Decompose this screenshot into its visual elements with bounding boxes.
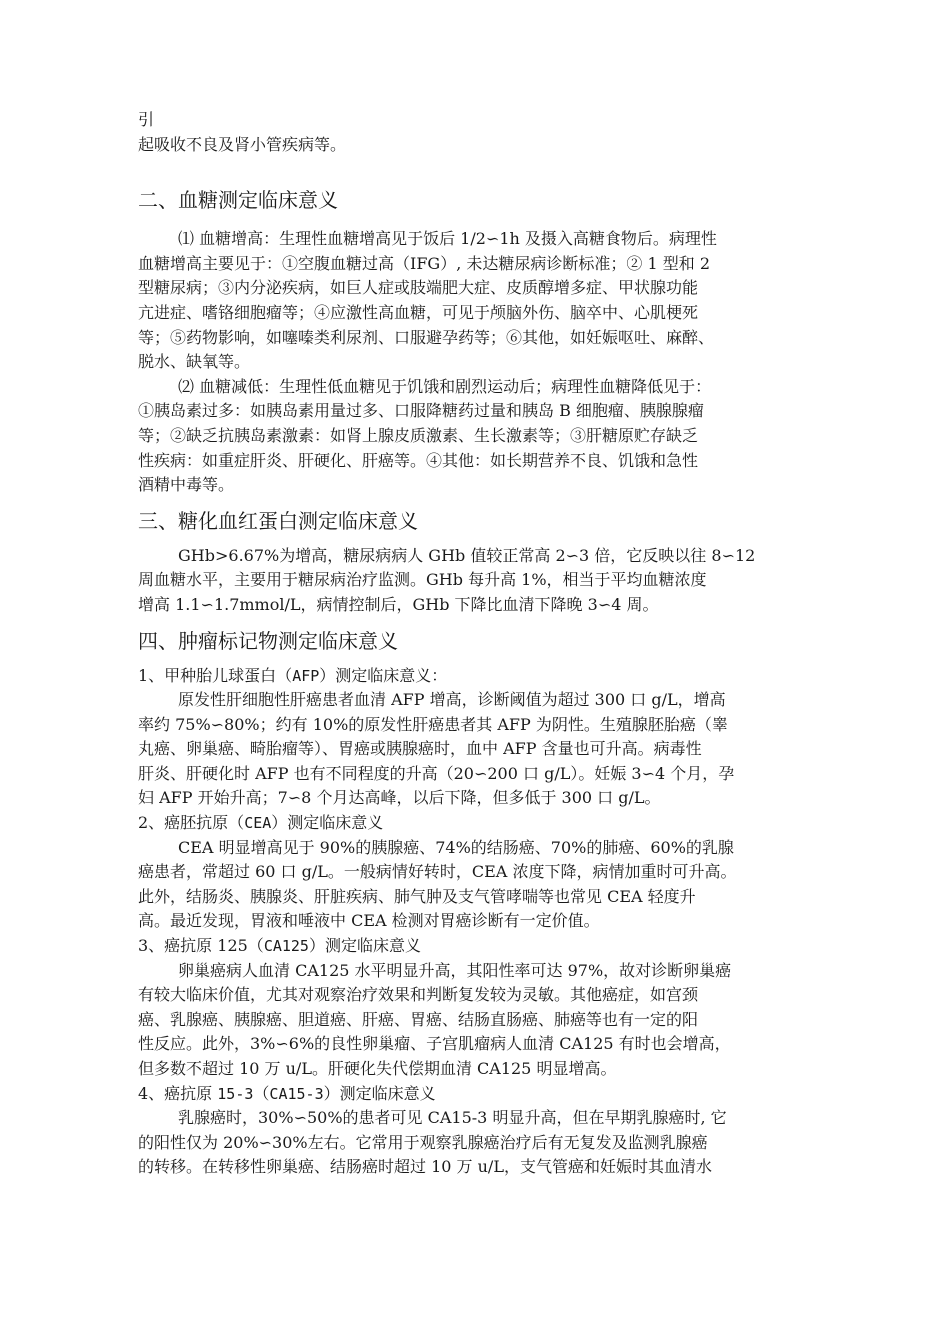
text-line: ①胰岛素过多：如胰岛素用量过多、口服降糖药过量和胰岛 B 细胞瘤、胰腺腺瘤 — [138, 401, 704, 421]
text-line: 酒精中毒等。 — [138, 475, 235, 495]
section-heading-blood-glucose: 二、血糖测定临床意义 — [138, 188, 338, 213]
text-line: 率约 75%∽80%；约有 10%的原发性肝癌患者其 AFP 为阴性。生殖腺胚胎癌（睾 — [138, 714, 728, 734]
text-line: 亢进症、嗜铬细胞瘤等；④应激性高血糖，可见于颅脑外伤、脑卒中、心肌梗死 — [138, 302, 699, 322]
subsection-heading-cea: 2、癌胚抗原（CEA）测定临床意义 — [138, 813, 384, 833]
text-line: 丸癌、卵巢癌、畸胎瘤等）、胃癌或胰腺癌时，血中 AFP 含量也可升高。病毒性 — [138, 739, 702, 759]
text-line: 此外，结肠炎、胰腺炎、肝脏疾病、肺气肿及支气管哮喘等也常见 CEA 轻度升 — [138, 886, 696, 906]
text-line: 血糖增高主要见于：①空腹血糖过高（IFG）, 未达糖尿病诊断标准；② 1 型和 2 — [138, 253, 710, 273]
text-line: 等；⑤药物影响，如噻嗪类利尿剂、口服避孕药等；⑥其他，如妊娠呕吐、麻醉、 — [138, 327, 715, 347]
subsection-heading-afp: 1、甲种胎儿球蛋白（AFP）测定临床意义： — [138, 665, 448, 685]
paragraph-cea — [138, 836, 818, 934]
section-heading-tumor-markers: 四、肿瘤标记物测定临床意义 — [138, 628, 398, 653]
paragraph-glucose-low — [138, 375, 818, 498]
section-heading-ghb: 三、糖化血红蛋白测定临床意义 — [138, 508, 418, 533]
text-line: 妇 AFP 开始升高；7∽8 个月达高峰，以后下降，但多低于 300 口 g/L。 — [138, 788, 661, 808]
text-line: 卵巢癌病人血清 CA125 水平明显升高，其阳性率可达 97%，故对诊断卵巢癌 — [178, 960, 732, 980]
text-line: CEA 明显增高见于 90%的胰腺癌、74%的结肠癌、70%的肺癌、60%的乳腺 — [178, 837, 734, 857]
paragraph-glucose-high — [138, 227, 818, 375]
text-line: 型糖尿病；③内分泌疾病，如巨人症或肢端肥大症、皮质醇增多症、甲状腺功能 — [138, 278, 699, 298]
text-line: 癌患者，常超过 60 口 g/L。一般病情好转时，CEA 浓度下降，病情加重时可升高。 — [138, 862, 737, 882]
text-line: 等；②缺乏抗胰岛素激素：如肾上腺皮质激素、生长激素等；③肝糖原贮存缺乏 — [138, 425, 699, 445]
text-line: 的阳性仅为 20%∽30%左右。它常用于观察乳腺癌治疗后有无复发及监测乳腺癌 — [138, 1132, 708, 1152]
text-line: 原发性肝细胞性肝癌患者血清 AFP 增高，诊断阈值为超过 300 口 g/L，增高 — [178, 690, 726, 710]
paragraph-afp — [138, 688, 818, 811]
text-line: ⑵ 血糖减低：生理性低血糖见于饥饿和剧烈运动后；病理性血糖降低见于： — [178, 376, 712, 396]
text-line: 引 — [138, 110, 155, 129]
text-line: 肝炎、肝硬化时 AFP 也有不同程度的升高（20∽200 口 g/L）。妊娠 3∽4 个月，孕 — [138, 763, 735, 783]
text-line: 增高 1.1∽1.7mmol/L，病情控制后，GHb 下降比血清下降晚 3∽4 周。 — [138, 594, 659, 614]
paragraph-ghb — [138, 544, 818, 618]
text-line: GHb>6.67%为增高，糖尿病病人 GHb 值较正常高 2∽3 倍，它反映以往 8∽12 — [178, 545, 756, 565]
paragraph-ca153 — [138, 1106, 818, 1180]
document-page — [138, 108, 818, 1180]
subsection-heading-ca125: 3、癌抗原 125（CA125）测定临床意义 — [138, 936, 421, 956]
text-line: 脱水、缺氧等。 — [138, 352, 251, 372]
text-line: 癌、乳腺癌、胰腺癌、胆道癌、肝癌、胃癌、结肠直肠癌、肺癌等也有一定的阳 — [138, 1009, 699, 1029]
text-line: 但多数不超过 10 万 u/L。肝硬化失代偿期血清 CA125 明显增高。 — [138, 1059, 617, 1078]
text-line: 有较大临床价值，尤其对观察治疗效果和判断复发较为灵敏。其他癌症，如宫颈 — [138, 985, 699, 1005]
subsection-heading-ca153: 4、癌抗原 15-3（CA15-3）测定临床意义 — [138, 1083, 436, 1103]
text-line: 乳腺癌时，30%∽50%的患者可见 CA15-3 明显升高，但在早期乳腺癌时, 它 — [178, 1108, 727, 1128]
text-line: ⑴ 血糖增高：生理性血糖增高见于饭后 1/2∽1h 及摄入高糖食物后。病理性 — [178, 229, 717, 249]
paragraph-ca125 — [138, 959, 818, 1082]
text-line: 性反应。此外，3%∽6%的良性卵巢瘤、子宫肌瘤病人血清 CA125 有时也会增高， — [138, 1034, 731, 1054]
intro-paragraph — [138, 108, 818, 157]
text-line: 的转移。在转移性卵巢癌、结肠癌时超过 10 万 u/L，支气管癌和妊娠时其血清水 — [138, 1157, 712, 1177]
text-line: 周血糖水平，主要用于糖尿病治疗监测。GHb 每升高 1%，相当于平均血糖浓度 — [138, 570, 707, 590]
text-line: 高。最近发现，胃液和唾液中 CEA 检测对胃癌诊断有一定价值。 — [138, 911, 600, 931]
text-line: 性疾病：如重症肝炎、肝硬化、肝癌等。④其他：如长期营养不良、饥饿和急性 — [138, 450, 699, 470]
text-line: 起吸收不良及肾小管疾病等。 — [138, 134, 347, 154]
